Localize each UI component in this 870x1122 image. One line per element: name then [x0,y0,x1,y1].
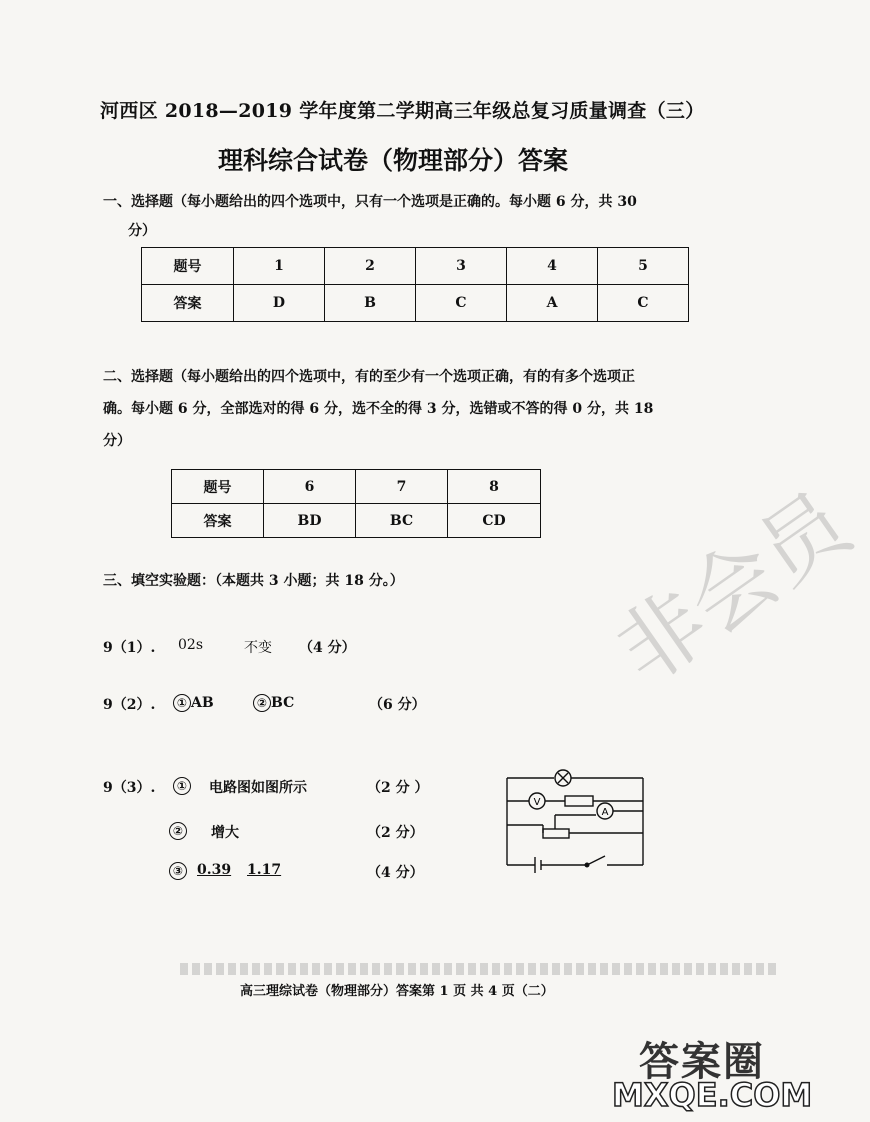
circled-number-1: ① [173,694,191,712]
table-row-numbers [142,248,689,285]
circuit-diagram [495,765,675,885]
table-cell: C [416,285,507,322]
section1-instruction-line2: 分） [128,223,156,239]
table-cell: 6 [264,470,356,504]
q9-1-label: 9（1）. [103,640,156,656]
q9-3-label: 9（3）. [103,780,156,796]
q9-3-item2-score: （2 分） [367,825,424,841]
rheostat-icon [543,829,569,838]
watermark-text: 非会员 [599,473,868,704]
table-cell: 3 [416,248,507,285]
q9-1-answer1: 02s [178,637,203,653]
exam-subtitle: 理科综合试卷（物理部分）答案 [218,146,569,175]
faint-bleed-through-text [180,963,780,975]
table-cell: BD [264,504,356,538]
table-row-numbers [172,470,541,504]
table-cell: BC [356,504,448,538]
table-row-answers [172,504,541,538]
q9-3-value1: 0.39 [197,862,232,878]
table-cell: 5 [598,248,689,285]
logo-top-text: 答案圈 [639,1039,765,1085]
site-logo [612,1030,813,1118]
circled-number-2: ② [169,822,187,840]
table-cell: 1 [234,248,325,285]
circled-number-2: ② [253,694,271,712]
section3-heading: 三、填空实验题：（本题共 3 小题；共 18 分。） [103,573,404,589]
section2-instruction-line1: 二、选择题（每小题给出的四个选项中，有的至少有一个选项正确，有的有多个选项正 [103,369,635,385]
resistor-icon [565,796,593,806]
q9-3-item2-text: 增大 [211,825,239,841]
exam-title: 河西区 2018—2019 学年度第二学期高三年级总复习质量调查（三） [100,100,705,122]
table-cell: 7 [356,470,448,504]
page-footer: 高三理综试卷（物理部分）答案第 1 页 共 4 页（二） [240,984,554,999]
q9-2-score: （6 分） [369,697,426,713]
section1-instruction-line1: 一、选择题（每小题给出的四个选项中，只有一个选项是正确的。每小题 6 分，共 30 [103,194,637,210]
q9-2-label: 9（2）. [103,697,156,713]
q9-2-answer2-group [253,694,294,712]
q9-1-score: （4 分） [299,640,356,656]
row-label-answer: 答案 [142,285,234,322]
section2-instruction-line3: 分） [103,433,131,449]
row-label-number: 题号 [172,470,264,504]
row-label-answer: 答案 [172,504,264,538]
logo-bottom-text: MXQE.COM [612,1076,813,1114]
q9-3-item1-text: 电路图如图所示 [209,780,307,796]
table-cell: B [325,285,416,322]
q9-2-answer1: AB [191,695,214,711]
circled-number-1: ① [173,777,191,795]
table-cell: C [598,285,689,322]
table-cell: A [507,285,598,322]
q9-3-item1-score: （2 分 ） [367,780,429,796]
section2-answer-table [171,469,541,538]
q9-3-value2: 1.17 [247,862,282,878]
row-label-number: 题号 [142,248,234,285]
section2-instruction-line2: 确。每小题 6 分，全部选对的得 6 分，选不全的得 3 分，选错或不答的得 0 分，共 18 [103,401,654,417]
table-cell: D [234,285,325,322]
circled-number-3: ③ [169,862,187,880]
q9-1-answer2: 不变 [244,640,272,656]
table-cell: CD [448,504,541,538]
table-cell: 4 [507,248,598,285]
section1-answer-table [141,247,689,322]
q9-2-answer1-group [173,694,214,712]
voltmeter-label: V [533,797,541,808]
switch-icon [587,856,605,865]
table-cell: 2 [325,248,416,285]
table-row-answers [142,285,689,322]
q9-3-item3-score: （4 分） [367,865,424,881]
ammeter-label: A [601,807,609,818]
table-cell: 8 [448,470,541,504]
q9-2-answer2: BC [271,695,295,711]
